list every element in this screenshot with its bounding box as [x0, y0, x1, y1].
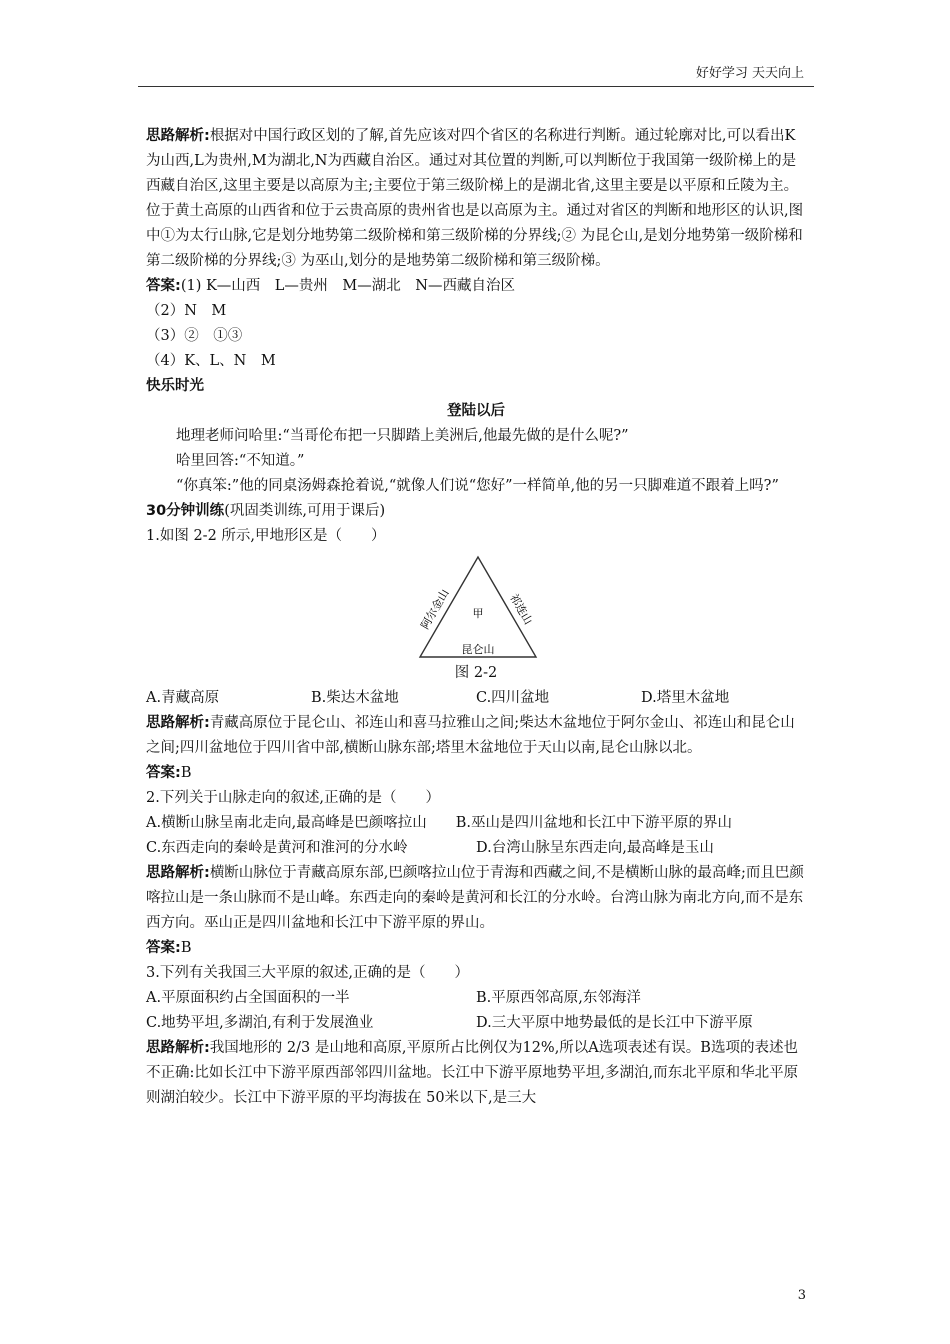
answer-line: （2）N M — [146, 303, 227, 319]
left-side-label: 阿尔金山 — [418, 586, 452, 632]
options-row — [146, 686, 806, 711]
analysis-text: 横断山脉位于青藏高原东部,巴颜喀拉山位于青海和西藏之间,不是横断山脉的最高峰;而且巴颜喀拉山是一条山脉而不是山峰。东西走向的秦岭是黄河和长江的分水岭。台湾山脉为南北方向,而不是东西方向。巫山正是四川盆地和长江中下游平原的界山。 — [146, 865, 804, 931]
analysis-paragraph — [146, 1036, 806, 1111]
answer-line: （4）K、L、N M — [146, 353, 276, 369]
answer-text: B — [180, 940, 192, 956]
answer-text: B — [180, 765, 192, 781]
option-b: B.平原西邻高原,东邻海洋 — [476, 990, 641, 1006]
question-stem: 3.下列有关我国三大平原的叙述,正确的是（ ） — [146, 965, 469, 981]
analysis-label: 思路解析: — [146, 715, 210, 731]
answer-line — [146, 936, 806, 961]
page-header: 好好学习 天天向上 — [695, 66, 804, 81]
center-label: 甲 — [472, 607, 484, 620]
analysis-paragraph — [146, 124, 806, 274]
option-a: A.平原面积约占全国面积的一半 — [146, 990, 350, 1006]
answer-line — [146, 274, 806, 299]
option-d: D.台湾山脉呈东西走向,最高峰是玉山 — [476, 840, 714, 856]
story-title: 登陆以后 — [447, 403, 505, 419]
answer-label: 答案: — [146, 765, 181, 781]
story-paragraph: “你真笨:”他的同桌汤姆森抢着说,“就像人们说“您好”一样简单,他的另一只脚难道不跟着上吗?” — [176, 478, 779, 494]
analysis-label: 思路解析: — [146, 865, 210, 881]
training-heading — [146, 499, 806, 524]
options-row — [146, 1011, 806, 1036]
option-ab: A.横断山脉呈南北走向,最高峰是巴颜喀拉山 B.巫山是四川盆地和长江中下游平原的界山 — [146, 815, 732, 831]
header-rule — [138, 86, 814, 87]
bottom-side-label: 昆仑山 — [461, 643, 495, 656]
analysis-paragraph — [146, 861, 806, 936]
option-c: C.东西走向的秦岭是黄河和淮河的分水岭 — [146, 840, 408, 856]
option-b: B.柴达木盆地 — [311, 690, 399, 706]
option-a: A.青藏高原 — [146, 690, 220, 706]
right-side-label: 祁连山 — [507, 591, 535, 627]
figure-caption: 图 2-2 — [454, 665, 498, 681]
analysis-text: 我国地形的 2/3 是山地和高原,平原所占比例仅为12%,所以A选项表述有误。B选项的表述也不正确:比如长江中下游平原西部邻四川盆地。长江中下游平原地势平坦,多湖泊,而东北平原和华北平原则湖泊较少。长江中下游平原的平均海拔在 50米以下,是三大 — [146, 1040, 799, 1106]
answer-label: 答案: — [146, 278, 181, 294]
training-heading-bold: 30分钟训练 — [146, 503, 225, 519]
answer-text: (1) K—山西 L—贵州 M—湖北 N—西藏自治区 — [180, 278, 515, 294]
analysis-text: 根据对中国行政区划的了解,首先应该对四个省区的名称进行判断。通过轮廓对比,可以看出K为山西,L为贵州,M为湖北,N为西藏自治区。通过对其位置的判断,可以判断位于我国第一级阶梯上的是西藏自治区,这里主要是以高原为主;主要位于第三级阶梯上的是湖北省,这里主要是以平原和丘陵为主。位于黄土高原的山西省和位于云贵高原的贵州省也是以高原为主。通过对省区的判断和地形区的认识,图中①为太行山脉,它是划分地势第二级阶梯和第三级阶梯的分界线;② 为昆仑山,是划分地势第一级阶梯和第二级阶梯的分界线;③ 为巫山,划分的是地势第二级阶梯和第三级阶梯。 — [146, 128, 804, 269]
option-c: C.四川盆地 — [476, 690, 550, 706]
analysis-label: 思路解析: — [146, 1040, 210, 1056]
question-stem: 2.下列关于山脉走向的叙述,正确的是（ ） — [146, 790, 440, 806]
story-paragraph: 哈里回答:“不知道。” — [176, 453, 305, 469]
story-paragraph: 地理老师问哈里:“当哥伦布把一只脚踏上美洲后,他最先做的是什么呢?” — [176, 428, 629, 444]
section-heading: 快乐时光 — [146, 378, 204, 394]
training-heading-note: (巩固类训练,可用于课后) — [224, 503, 386, 519]
page-content — [146, 124, 806, 1111]
triangle-figure — [146, 549, 806, 661]
option-d: D.塔里木盆地 — [641, 690, 730, 706]
analysis-text: 青藏高原位于昆仑山、祁连山和喜马拉雅山之间;柴达木盆地位于阿尔金山、祁连山和昆仑山之间;四川盆地位于四川省中部,横断山脉东部;塔里木盆地位于天山以南,昆仑山脉以北。 — [146, 715, 795, 756]
question-stem: 1.如图 2-2 所示,甲地形区是（ ） — [146, 528, 386, 544]
options-row — [146, 836, 806, 861]
triangle-diagram — [416, 553, 540, 663]
answer-line — [146, 761, 806, 786]
option-d: D.三大平原中地势最低的是长江中下游平原 — [476, 1015, 753, 1031]
options-row — [146, 986, 806, 1011]
page-number: 3 — [797, 1288, 806, 1303]
answer-label: 答案: — [146, 940, 181, 956]
option-c: C.地势平坦,多湖泊,有利于发展渔业 — [146, 1015, 374, 1031]
analysis-label: 思路解析: — [146, 128, 210, 144]
answer-line: （3）② ①③ — [146, 328, 243, 344]
analysis-paragraph — [146, 711, 806, 761]
